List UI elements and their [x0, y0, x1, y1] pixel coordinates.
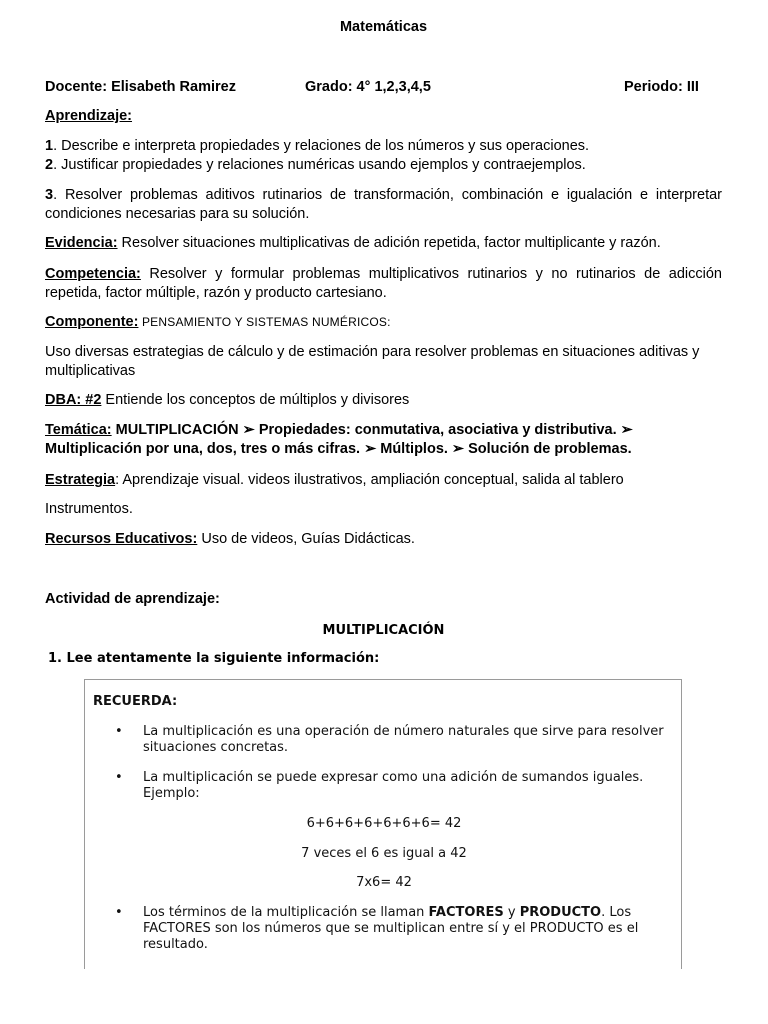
- example-sum: 6+6+6+6+6+6+6= 42: [306, 816, 462, 831]
- period-label: Periodo: III: [624, 79, 699, 95]
- componente-section: Componente: PENSAMIENTO Y SISTEMAS NUMÉRICOS:: [45, 314, 391, 330]
- competencia-section: Competencia: Resolver y formular problemas multiplicativos rutinarios y no rutinarios de adicción repetida, factor múltiple, razón y producto cartesiano.: [45, 266, 722, 301]
- recuerda-box: RECUERDA: • La multiplicación es una operación de número naturales que sirve para resolver situaciones concretas. • La multiplicación se puede expresar como una adición de sumandos iguales. Ejemplo: 6+6+6+6+6+6+6= 42 7 veces el 6 es igual a 42 7x6= 42 • Los términos de la multiplicación se llaman FACTORES y PRODUCTO. Los FACTORES son los números que se multiplican entre sí y el PRODUCTO es el resultado.: [84, 679, 682, 969]
- header-row: [45, 79, 722, 97]
- recursos-section: Recursos Educativos: Uso de videos, Guías Didácticas.: [45, 531, 415, 547]
- bullet-icon: •: [115, 905, 123, 920]
- recuerda-label: RECUERDA:: [93, 694, 178, 709]
- tematica-section: Temática: MULTIPLICACIÓN ➢ Propiedades: conmutativa, asociativa y distributiva. ➢ Multiplicación por una, dos, tres o más cifras. ➢ Múltiplos. ➢ Solución de problemas.: [45, 422, 633, 457]
- teacher-label: Docente: Elisabeth Ramirez: [45, 79, 236, 95]
- embedded-worksheet-image: [45, 617, 722, 962]
- aprendizaje-heading: Aprendizaje:: [45, 108, 133, 124]
- learning-item-3: 3. Resolver problemas aditivos rutinarios de transformación, combinación e igualación e interpretar condiciones necesarias para su solución.: [45, 187, 722, 222]
- bullet-icon: •: [115, 724, 123, 739]
- example-words: 7 veces el 6 es igual a 42: [301, 846, 467, 861]
- example-product: 7x6= 42: [356, 875, 412, 890]
- bullet-icon: •: [115, 770, 123, 785]
- worksheet-instruction: 1. Lee atentamente la siguiente información:: [48, 651, 380, 666]
- dba-section: DBA: #2 Entiende los conceptos de múltiplos y divisores: [45, 392, 410, 408]
- evidencia-section: Evidencia: Resolver situaciones multiplicativas de adición repetida, factor multiplicante y razón.: [45, 235, 661, 251]
- learning-item-1: 1. Describe e interpreta propiedades y relaciones de los números y sus operaciones.: [45, 138, 590, 154]
- actividad-heading: Actividad de aprendizaje:: [45, 591, 220, 607]
- learning-item-2: 2. Justificar propiedades y relaciones numéricas usando ejemplos y contraejemplos.: [45, 157, 586, 173]
- instrumentos-line: Instrumentos.: [45, 501, 133, 517]
- document-title: Matemáticas: [339, 19, 428, 35]
- worksheet-title: MULTIPLICACIÓN: [322, 623, 445, 638]
- estrategia-section: Estrategia: Aprendizaje visual. videos ilustrativos, ampliación conceptual, salida al tablero: [45, 472, 624, 488]
- uso-paragraph: Uso diversas estrategias de cálculo y de estimación para resolver problemas en situaciones aditivas y multiplicativas: [45, 344, 700, 379]
- grade-label: Grado: 4° 1,2,3,4,5: [305, 79, 431, 95]
